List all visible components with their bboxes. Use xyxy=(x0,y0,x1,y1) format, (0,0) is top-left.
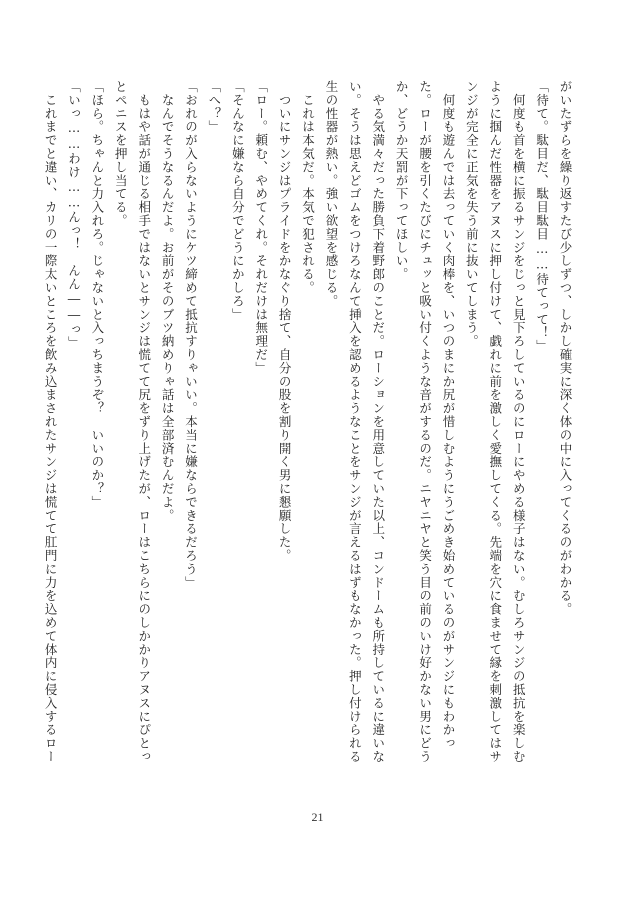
text-line: 何度も遊んでは去っていく肉棒を、いつのまにか尻が惜しむようにうごめき始めているのがサンジにもわかっ xyxy=(440,80,456,750)
text-line: た。ローが腰を引くたびにチュッと吸い付くような音がするのだ。ニヤニヤと笑う目の前のいけ好かない男にどう xyxy=(417,80,433,764)
text-line: 生の性器が熱い。強い欲望を感じる。 xyxy=(323,80,339,308)
text-line: これは本気だ。本気で犯される。 xyxy=(300,80,316,295)
text-line: 「いっ……わけ……んっ！ んん――っ」 xyxy=(66,80,82,350)
text-line: とペニスを押し当てる。 xyxy=(113,80,129,228)
text-line: 何度も首を横に振るサンジをじっと見下ろしているのにローにやめる様子はない。むしろサンジの抵抗を楽しむ xyxy=(511,80,527,764)
text-line: い。そうは思えどゴムをつけろなんて挿入を認めるようなことをサンジが言えるはずもなかった。押し付けられる xyxy=(347,80,363,764)
text-line: ように掴んだ性器をアヌスに押し付けて、戯れに前を激しく愛撫してくる。先端を穴に食ませて縁を刺激してはサ xyxy=(487,80,503,764)
text-line: か、どうか天罰が下ってほしい。 xyxy=(394,80,410,281)
text-line: これまでと違い、カリの一際太いところを飲み込まされたサンジは慌てて肛門に力を込めて体内に侵入するロー xyxy=(43,80,59,764)
text-line: がいたずらを繰り返すたび少しずつ、しかし確実に深く体の中に入ってくるのがわかる。 xyxy=(558,80,573,616)
vertical-text-body xyxy=(43,80,577,770)
text-line: 「へ？」 xyxy=(206,80,222,134)
text-line: 「待て。駄目だ、駄目駄目……待てって！」 xyxy=(534,80,550,353)
text-line: 「ほら。ちゃんと力入れろ。じゃないと入っちまうぞ？ いいのか？」 xyxy=(89,80,105,509)
text-line: 「そんなに嫌なら自分でどうにかしろ」 xyxy=(230,80,246,322)
text-line: なんでそうなるんだよ。お前がそのブツ納めりゃ話は全部済むんだよ。 xyxy=(160,80,176,523)
text-line: もはや話が通じる相手ではないとサンジは慌てて尻をずり上げたが、ローはこちらにのしかかりアヌスにぴとっ xyxy=(136,80,152,764)
text-line: 「おれのが入らないようにケツ締めて抵抗すりゃいい。本当に嫌ならできるだろう」 xyxy=(183,80,199,590)
text-line: ついにサンジはプライドをかなぐり捨て、自分の股を割り開く男に懇願した。 xyxy=(277,80,293,563)
text-line: ンジが完全に正気を失う前に抜いてしまう。 xyxy=(464,80,480,348)
text-line: 「ロー。頼む、やめてくれ。それだけは無理だ」 xyxy=(253,80,269,375)
page-number: 21 xyxy=(311,810,324,824)
text-line: やる気満々だった勝負下着野郎のことだ。ローションを用意していた以上、コンドームも所持しているに違いな xyxy=(370,80,386,764)
